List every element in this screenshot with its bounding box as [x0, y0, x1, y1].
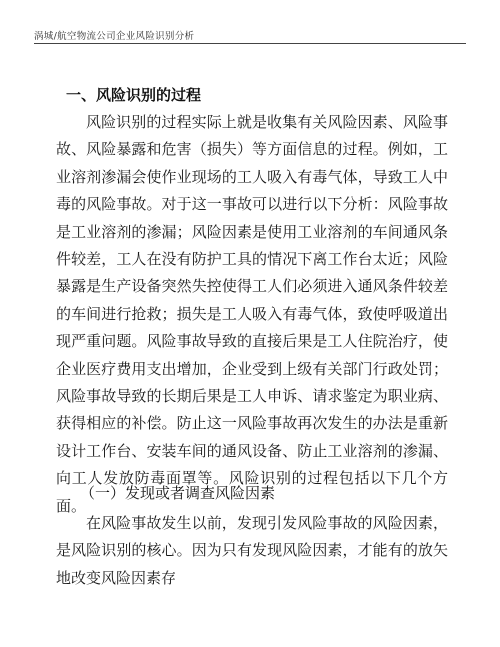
subsection-body: [56, 510, 448, 592]
running-header: 涡城/航空物流公司企业风险识别分析: [34, 31, 195, 42]
section-heading: 一、风险识别的过程: [66, 86, 202, 104]
body-paragraph: 风险识别的过程实际上就是收集有关风险因素、风险事故、风险暴露和危害（损失）等方面信息的过程。例如，工业溶剂渗漏会使作业现场的工人吸入有毒气体，导致工人中毒的风险事故。对于这一事故可以进行以下分析：风险事故是工业溶剂的渗漏；风险因素是使用工业溶剂的车间通风条件较差，工人在没有防护工具的情况下离工作台太近；风险暴露是生产设备突然失控使得工人们必须进入通风条件较差的车间进行抢救；损失是工人吸入有毒气体，致使呼吸道出现严重问题。风险事故导致的直接后果是工人住院治疗，使企业医疗费用支出增加，企业受到上级有关部门行政处罚；风险事故导致的长期后果是工人申诉、请求鉴定为职业病、获得相应的补偿。防止这一风险事故再次发生的办法是重新设计工作台、安装车间的通风设备、防止工业溶剂的渗漏、向工人发放防毒面罩等。风险识别的过程包括以下几个方面。: [56, 113, 448, 515]
subsection-heading: （一）发现或者调查风险因素: [80, 484, 276, 502]
header-divider: [34, 43, 466, 44]
section-body: [56, 109, 448, 520]
body-paragraph: 在风险事故发生以前，发现引发风险事故的风险因素，是风险识别的核心。因为只有发现风险因素，才能有的放矢地改变风险因素存: [56, 514, 448, 587]
